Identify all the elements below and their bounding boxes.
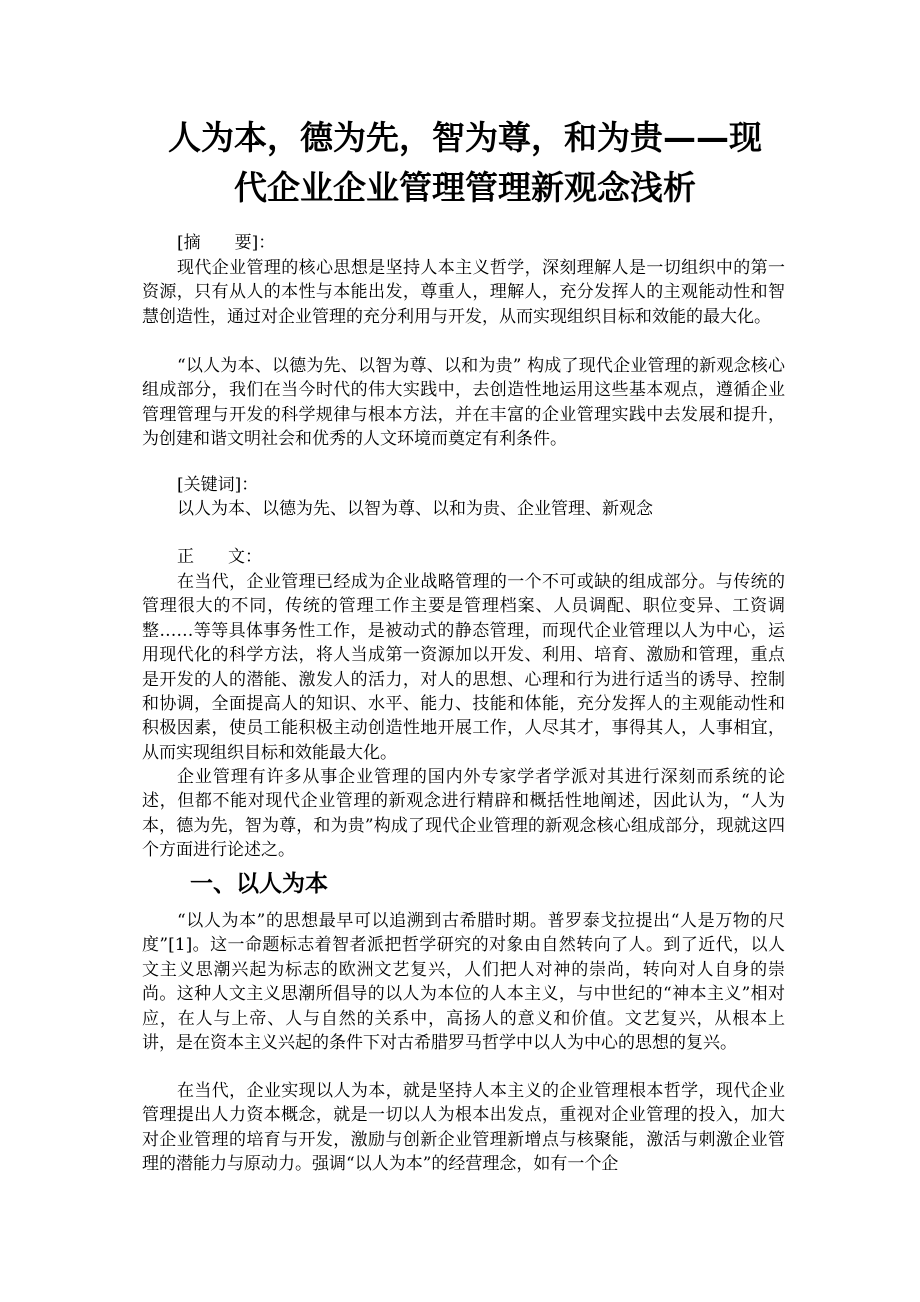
body-paragraph-1: 在当代，企业管理已经成为企业战略管理的一个不可或缺的组成部分。与传统的管理很大的不同，传统的管理工作主要是管理档案、人员调配、职位变异、工资调整……等等具体事务性工作，是被动式的静态管理，而现代企业管理以人为中心，运用现代化的科学方法，将人当成第一资源加以开发、利用、培育、激励和管理，重点是开发的人的潜能、激发人的活力，对人的思想、心理和行为进行适当的诱导、控制和协调，全面提高人的知识、水平、能力、技能和体能，充分发挥人的主观能动性和积极因素，使员工能积极主动创造性地开展工作，人尽其才，事得其人，人事相宜，从而实现组织目标和效能最大化。 [142,572,785,763]
abstract-paragraph-2: “以人为本、以德为先、以智为尊、以和为贵” 构成了现代企业管理的新观念核心组成部分，我们在当今时代的伟大实践中，去创造性地运用这些基本观点，遵循企业管理管理与开发的科学规律与根本方法，并在丰富的企业管理实践中去发展和提升，为创建和谐文明社会和优秀的人文环境而奠定有利条件。 [142,356,785,450]
keywords-text: 以人为本、以德为先、以智为尊、以和为贵、企业管理、新观念 [177,499,653,519]
abstract-label: [摘 要]： [177,233,276,253]
section-heading: 一、以人为本 [190,871,328,897]
body-label: 正 文： [177,547,262,567]
abstract-paragraph-1: 现代企业管理的核心思想是坚持人本主义哲学，深刻理解人是一切组织中的第一资源，只有从人的本性与本能出发，尊重人，理解人，充分发挥人的主观能动性和智慧创造性，通过对企业管理的充分利用与开发，从而实现组织目标和效能的最大化。 [142,258,785,327]
section-paragraph-1: “以人为本”的思想最早可以追溯到古希腊时期。普罗泰戈拉提出“人是万物的尺度”[1]。这一命题标志着智者派把哲学研究的对象由自然转向了人。到了近代，以人文主义思潮兴起为标志的欧洲文艺复兴，人们把人对神的崇尚，转向对人自身的崇尚。这种人文主义思潮所倡导的以人为本位的人本主义，与中世纪的“神本主义”相对应，在人与上帝、人与自然的关系中，高扬人的意义和价值。文艺复兴，从根本上讲，是在资本主义兴起的条件下对古希腊罗马哲学中以人为中心的思想的复兴。 [142,911,785,1054]
title-line-1: 人为本，德为先，智为尊，和为贵——现 [168,118,762,157]
body-paragraph-2: 企业管理有许多从事企业管理的国内外专家学者学派对其进行深刻而系统的论述，但都不能对现代企业管理的新观念进行精辟和概括性地阐述，因此认为，“人为本，德为先，智为尊，和为贵”构成了现代企业管理的新观念核心组成部分，现就这四个方面进行论述之。 [142,767,785,861]
section-paragraph-2: 在当代，企业实现以人为本，就是坚持人本主义的企业管理根本哲学，现代企业管理提出人力资本概念，就是一切以人为根本出发点，重视对企业管理的投入，加大对企业管理的培育与开发，激励与创新企业管理新增点与核聚能，激活与刺激企业管理的潜能力与原动力。强调“以人为本”的经营理念，如有一个企 [142,1081,785,1175]
keywords-label: [关键词]： [177,475,259,495]
title-line-2: 代企业企业管理管理新观念浅析 [234,168,696,207]
